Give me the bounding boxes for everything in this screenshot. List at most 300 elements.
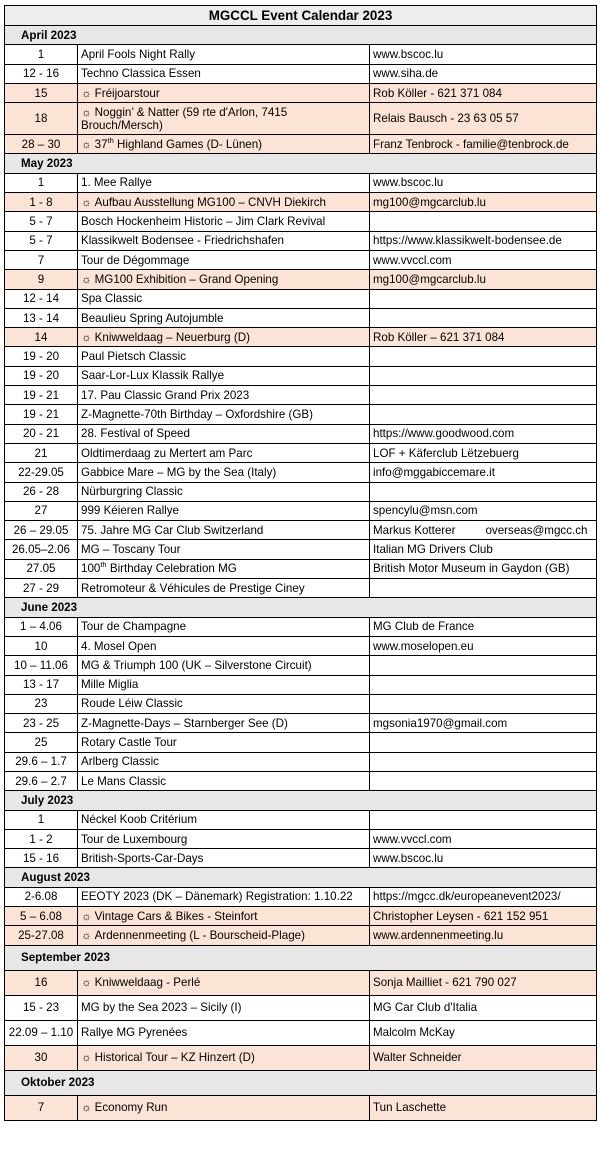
event-row [5,443,597,462]
event-row [5,231,597,250]
event-contact-cell [370,1045,597,1070]
event-name-cell [78,212,370,231]
event-row [5,714,597,733]
event-date: 19 - 20 [5,347,78,366]
sun-icon: ☼ [81,976,92,990]
event-row [5,579,597,598]
sun-icon: ☼ [81,929,92,942]
event-name: Néckel Koob Critérium [81,813,197,827]
event-name: MG & Triumph 100 (UK – Silverstone Circuit) [81,658,312,672]
event-date: 13 - 17 [5,675,78,694]
event-name-suffix: Highland Games (D- Lünen) [113,137,263,151]
month-header-row [5,945,597,970]
sun-icon: ☼ [81,909,92,923]
event-name-cell [78,231,370,250]
event-date: 26.05–2.06 [5,540,78,559]
event-row [5,540,597,559]
event-name-cell [78,501,370,520]
event-contact: MG Club de France [373,620,475,634]
event-name: Roude Léiw Classic [81,697,183,711]
event-name-cell [78,771,370,790]
event-row [5,559,597,578]
event-contact: Walter Schneider [373,1051,462,1065]
sun-icon: ☼ [81,195,92,209]
event-date: 1 [5,45,78,64]
event-row [5,1045,597,1070]
event-name: Tour de Luxembourg [81,832,188,846]
event-contact-cell [370,995,597,1020]
event-name-cell [78,463,370,482]
event-date: 18 [5,103,78,135]
event-name: April Fools Night Rally [81,47,196,61]
event-contact-cell [370,559,597,578]
event-contact: www.bscoc.lu [373,851,444,865]
month-header-row [5,26,597,45]
event-date: 1 [5,173,78,192]
event-row [5,482,597,501]
event-name: Saar-Lor-Lux Klassik Rallye [81,369,225,383]
event-contact-cell [370,733,597,752]
event-row [5,887,597,906]
event-name: Le Mans Classic [81,774,167,788]
event-date: 1 [5,810,78,829]
event-date: 28 – 30 [5,135,78,154]
sun-icon: ☼ [81,1101,92,1115]
event-date: 30 [5,1045,78,1070]
event-contact-cell [370,521,597,540]
event-name-cell [78,424,370,443]
event-row [5,771,597,790]
month-header: May 2023 [5,154,597,173]
event-name: Spa Classic [81,292,143,306]
event-name-cell [78,250,370,269]
event-name: 28. Festival of Speed [81,427,190,441]
event-contact-cell [370,193,597,212]
event-name-cell [78,995,370,1020]
event-contact: Italian MG Drivers Club [373,543,493,557]
event-name: 37 [94,137,108,151]
event-contact: Franz Tenbrock - familie@tenbrock.de [373,137,569,151]
event-date: 26 – 29.05 [5,521,78,540]
event-contact-cell [370,714,597,733]
event-name: 75. Jahre MG Car Club Switzerland [81,523,264,537]
month-header-row [5,154,597,173]
event-date: 10 [5,636,78,655]
event-row [5,907,597,926]
event-contact: https://mgcc.dk/europeanevent2023/ [373,890,561,904]
event-row [5,308,597,327]
event-date: 1 - 2 [5,829,78,848]
event-name: Aufbau Ausstellung MG100 – CNVH Diekirch [94,195,326,209]
event-name: Paul Pietsch Classic [81,350,187,364]
event-name: Techno Classica Essen [81,67,201,81]
event-date: 9 [5,270,78,289]
event-row [5,212,597,231]
event-name: Kniwweldaag - Perlé [94,976,201,990]
event-contact-cell [370,405,597,424]
event-name-cell [78,714,370,733]
ordinal-suffix: th [107,135,114,145]
event-contact: https://www.klassikwelt-bodensee.de [373,234,562,248]
event-contact: Relais Bausch - 23 63 05 57 [373,112,519,126]
event-row [5,1095,597,1120]
event-name-cell [78,366,370,385]
event-date: 21 [5,443,78,462]
event-row [5,405,597,424]
event-contact-cell [370,308,597,327]
event-row [5,135,597,154]
event-date: 23 - 25 [5,714,78,733]
title-row [5,6,597,26]
page-title: MGCCL Event Calendar 2023 [5,6,597,26]
event-name: Rallye MG Pyrenées [81,1026,188,1040]
event-row [5,995,597,1020]
event-contact: Markus Kotterer [373,523,456,537]
event-contact-cell [370,1095,597,1120]
event-date: 5 – 6.08 [5,907,78,926]
event-name: 100 [81,562,101,576]
event-name-cell [78,733,370,752]
event-row [5,501,597,520]
event-name-cell [78,45,370,64]
event-contact: Rob Köller – 621 371 084 [373,330,505,344]
event-name: Rotary Castle Tour [81,736,177,750]
event-contact-cell [370,752,597,771]
sun-icon: ☼ [81,105,92,119]
event-contact-cell [370,810,597,829]
event-name-cell [78,328,370,347]
event-name-cell [78,64,370,83]
event-row [5,386,597,405]
event-date: 19 - 20 [5,366,78,385]
event-date: 12 - 16 [5,64,78,83]
month-header-row [5,868,597,887]
event-name: Kniwweldaag – Neuerburg (D) [94,330,250,344]
event-name: Nürburgring Classic [81,485,183,499]
month-header: June 2023 [5,598,597,617]
event-contact: www.siha.de [373,67,439,81]
event-name-cell [78,559,370,578]
event-contact-cell [370,970,597,995]
event-name-cell [78,810,370,829]
event-name-cell [78,1095,370,1120]
event-row [5,675,597,694]
event-name: Vintage Cars & Bikes - Steinfort [94,909,258,923]
event-date: 25 [5,733,78,752]
calendar-table [4,5,597,1121]
event-name-cell [78,405,370,424]
event-contact-cell [370,135,597,154]
event-name-cell [78,308,370,327]
event-contact: mgsonia1970@gmail.com [373,716,508,730]
event-name-cell [78,521,370,540]
event-contact: Rob Köller - 621 371 084 [373,86,502,100]
event-calendar [4,5,596,1121]
event-date: 27 - 29 [5,579,78,598]
event-name-cell [78,173,370,192]
event-row [5,1020,597,1045]
event-contact: Tun Laschette [373,1101,447,1115]
event-contact-cell [370,328,597,347]
event-name-cell [78,443,370,462]
sun-icon: ☼ [81,330,92,344]
event-contact: mg100@mgcarclub.lu [373,272,486,286]
event-name-cell [78,270,370,289]
event-contact: MG Car Club d'Italia [373,1001,478,1015]
event-name: 17. Pau Classic Grand Prix 2023 [81,388,250,402]
event-name: Tour de Champagne [81,620,187,634]
sun-icon: ☼ [81,86,92,100]
event-row [5,250,597,269]
event-name-cell [78,289,370,308]
event-name: Mille Miglia [81,678,139,692]
event-date: 27 [5,501,78,520]
event-date: 19 - 21 [5,405,78,424]
event-contact-cell [370,636,597,655]
month-header: April 2023 [5,26,597,45]
event-name-cell [78,656,370,675]
event-contact-cell [370,694,597,713]
event-date: 5 - 7 [5,231,78,250]
event-contact-cell [370,443,597,462]
event-name: MG – Toscany Tour [81,543,181,557]
event-row [5,193,597,212]
event-date: 16 [5,970,78,995]
event-name-cell [78,540,370,559]
month-header-row [5,791,597,810]
event-name: Klassikwelt Bodensee - Friedrichshafen [81,234,284,248]
event-contact-cell [370,83,597,102]
event-contact-cell [370,907,597,926]
event-date: 29.6 – 1.7 [5,752,78,771]
event-name-cell [78,83,370,102]
event-name-cell [78,386,370,405]
event-contact-cell [370,540,597,559]
event-name-cell [78,135,370,154]
event-contact-cell [370,1020,597,1045]
event-date: 22.09 – 1.10 [5,1020,78,1045]
event-row [5,424,597,443]
event-contact-cell [370,829,597,848]
event-contact: British Motor Museum in Gaydon (GB) [373,562,570,576]
event-contact-cell [370,675,597,694]
event-name-cell [78,694,370,713]
event-contact: www.ardennenmeeting.lu [373,929,504,942]
event-contact-cell [370,849,597,868]
event-contact-cell [370,617,597,636]
event-name-cell [78,926,370,945]
event-name: EEOTY 2023 (DK – Dänemark) Registration: 1.10.22 [81,890,353,904]
event-name-suffix: Birthday Celebration MG [106,562,237,576]
event-name: MG100 Exhibition – Grand Opening [94,272,279,286]
event-name-cell [78,675,370,694]
event-name: Historical Tour – KZ Hinzert (D) [94,1051,255,1065]
event-date: 15 [5,83,78,102]
event-contact: www.moselopen.eu [373,639,474,653]
event-name-cell [78,347,370,366]
event-row [5,694,597,713]
event-name-cell [78,579,370,598]
event-name: Tour de Dégommage [81,253,190,267]
event-row [5,849,597,868]
event-contact-cell [370,926,597,945]
event-contact-cell [370,270,597,289]
event-name: Economy Run [94,1101,168,1115]
event-row [5,752,597,771]
event-contact-cell [370,250,597,269]
event-row [5,656,597,675]
event-row [5,617,597,636]
event-name: 999 Kéieren Rallye [81,504,179,518]
ordinal-suffix: th [100,560,107,570]
sun-icon: ☼ [81,1051,92,1065]
event-row [5,829,597,848]
event-row [5,733,597,752]
event-name-cell [78,970,370,995]
event-date: 12 - 14 [5,289,78,308]
event-date: 15 - 23 [5,995,78,1020]
event-contact: spencylu@msn.com [373,504,478,518]
event-contact-email: overseas@mgcc.ch [485,523,588,537]
month-header-row [5,1070,597,1095]
event-date: 25-27.08 [5,926,78,945]
event-date: 19 - 21 [5,386,78,405]
event-row [5,270,597,289]
event-name: Oldtimerdaag zu Mertert am Parc [81,446,253,460]
event-contact: LOF + Käferclub Lëtzebuerg [373,446,519,460]
event-row [5,173,597,192]
event-contact: www.bscoc.lu [373,47,444,61]
event-row [5,83,597,102]
month-header: Oktober 2023 [5,1070,597,1095]
event-date: 27.05 [5,559,78,578]
event-name-cell [78,103,370,135]
event-contact: www.bscoc.lu [373,176,444,190]
event-name: Retromoteur & Véhicules de Prestige Ciney [81,581,305,595]
event-date: 5 - 7 [5,212,78,231]
event-name: Fréijoarstour [94,86,160,100]
event-name-cell [78,829,370,848]
event-contact-cell [370,289,597,308]
event-contact-cell [370,579,597,598]
month-header: August 2023 [5,868,597,887]
event-name: Z-Magnette-70th Birthday – Oxfordshire (GB) [81,407,313,421]
event-contact-cell [370,771,597,790]
event-row [5,289,597,308]
event-date: 23 [5,694,78,713]
event-name-cell [78,849,370,868]
event-date: 22-29.05 [5,463,78,482]
event-contact-cell [370,501,597,520]
event-contact: Sonja Mailliet - 621 790 027 [373,976,517,990]
event-name: Z-Magnette-Days – Starnberger See (D) [81,716,288,730]
event-name: Noggin’ & Natter (59 rte d'Arlon, 7415 Brouch/Mersch) [81,105,288,132]
event-date: 7 [5,1095,78,1120]
event-contact: mg100@mgcarclub.lu [373,195,486,209]
event-row [5,103,597,135]
event-name: Arlberg Classic [81,755,159,769]
sun-icon: ☼ [81,272,92,286]
event-date: 15 - 16 [5,849,78,868]
event-date: 1 – 4.06 [5,617,78,636]
event-contact-cell [370,463,597,482]
event-contact: https://www.goodwood.com [373,427,515,441]
event-contact-cell [370,424,597,443]
event-name-cell [78,482,370,501]
event-name: MG by the Sea 2023 – Sicily (I) [81,1001,242,1015]
event-contact-cell [370,45,597,64]
event-name: 1. Mee Rallye [81,176,152,190]
event-contact-cell [370,173,597,192]
sun-icon: ☼ [81,137,92,151]
event-name: 4. Mosel Open [81,639,157,653]
event-date: 1 - 8 [5,193,78,212]
event-contact-cell [370,656,597,675]
event-contact-cell [370,103,597,135]
event-date: 14 [5,328,78,347]
event-contact: info@mggabiccemare.it [373,465,495,479]
event-row [5,328,597,347]
event-contact-cell [370,366,597,385]
event-name: British-Sports-Car-Days [81,851,204,865]
event-contact-cell [370,482,597,501]
event-name: Beaulieu Spring Autojumble [81,311,224,325]
event-row [5,347,597,366]
event-name-cell [78,1020,370,1045]
event-row [5,45,597,64]
event-name-cell [78,193,370,212]
event-name-cell [78,752,370,771]
event-date: 29.6 – 2.7 [5,771,78,790]
event-row [5,64,597,83]
event-contact-cell [370,64,597,83]
event-name-cell [78,1045,370,1070]
event-name: Bosch Hockenheim Historic – Jim Clark Revival [81,215,326,229]
event-row [5,636,597,655]
event-name-cell [78,617,370,636]
event-contact: Christopher Leysen - 621 152 951 [373,909,549,923]
event-row [5,366,597,385]
event-name-cell [78,636,370,655]
month-header-row [5,598,597,617]
event-date: 2-6.08 [5,887,78,906]
event-name-cell [78,887,370,906]
event-date: 10 – 11.06 [5,656,78,675]
month-header: July 2023 [5,791,597,810]
event-date: 26 - 28 [5,482,78,501]
event-name: Ardennenmeeting (L - Bourscheid-Plage) [94,929,305,942]
event-name: Gabbice Mare – MG by the Sea (Italy) [81,465,277,479]
event-contact: www.vvccl.com [373,253,452,267]
event-row [5,970,597,995]
event-date: 20 - 21 [5,424,78,443]
event-name-cell [78,907,370,926]
event-contact: Malcolm McKay [373,1026,455,1040]
event-row [5,463,597,482]
event-date: 13 - 14 [5,308,78,327]
event-row [5,810,597,829]
event-row [5,521,597,540]
event-contact: www.vvccl.com [373,832,452,846]
event-contact-cell [370,212,597,231]
event-date: 7 [5,250,78,269]
month-header: September 2023 [5,945,597,970]
event-contact-cell [370,386,597,405]
event-contact-cell [370,887,597,906]
event-contact-cell [370,347,597,366]
event-row [5,926,597,945]
event-contact-cell [370,231,597,250]
